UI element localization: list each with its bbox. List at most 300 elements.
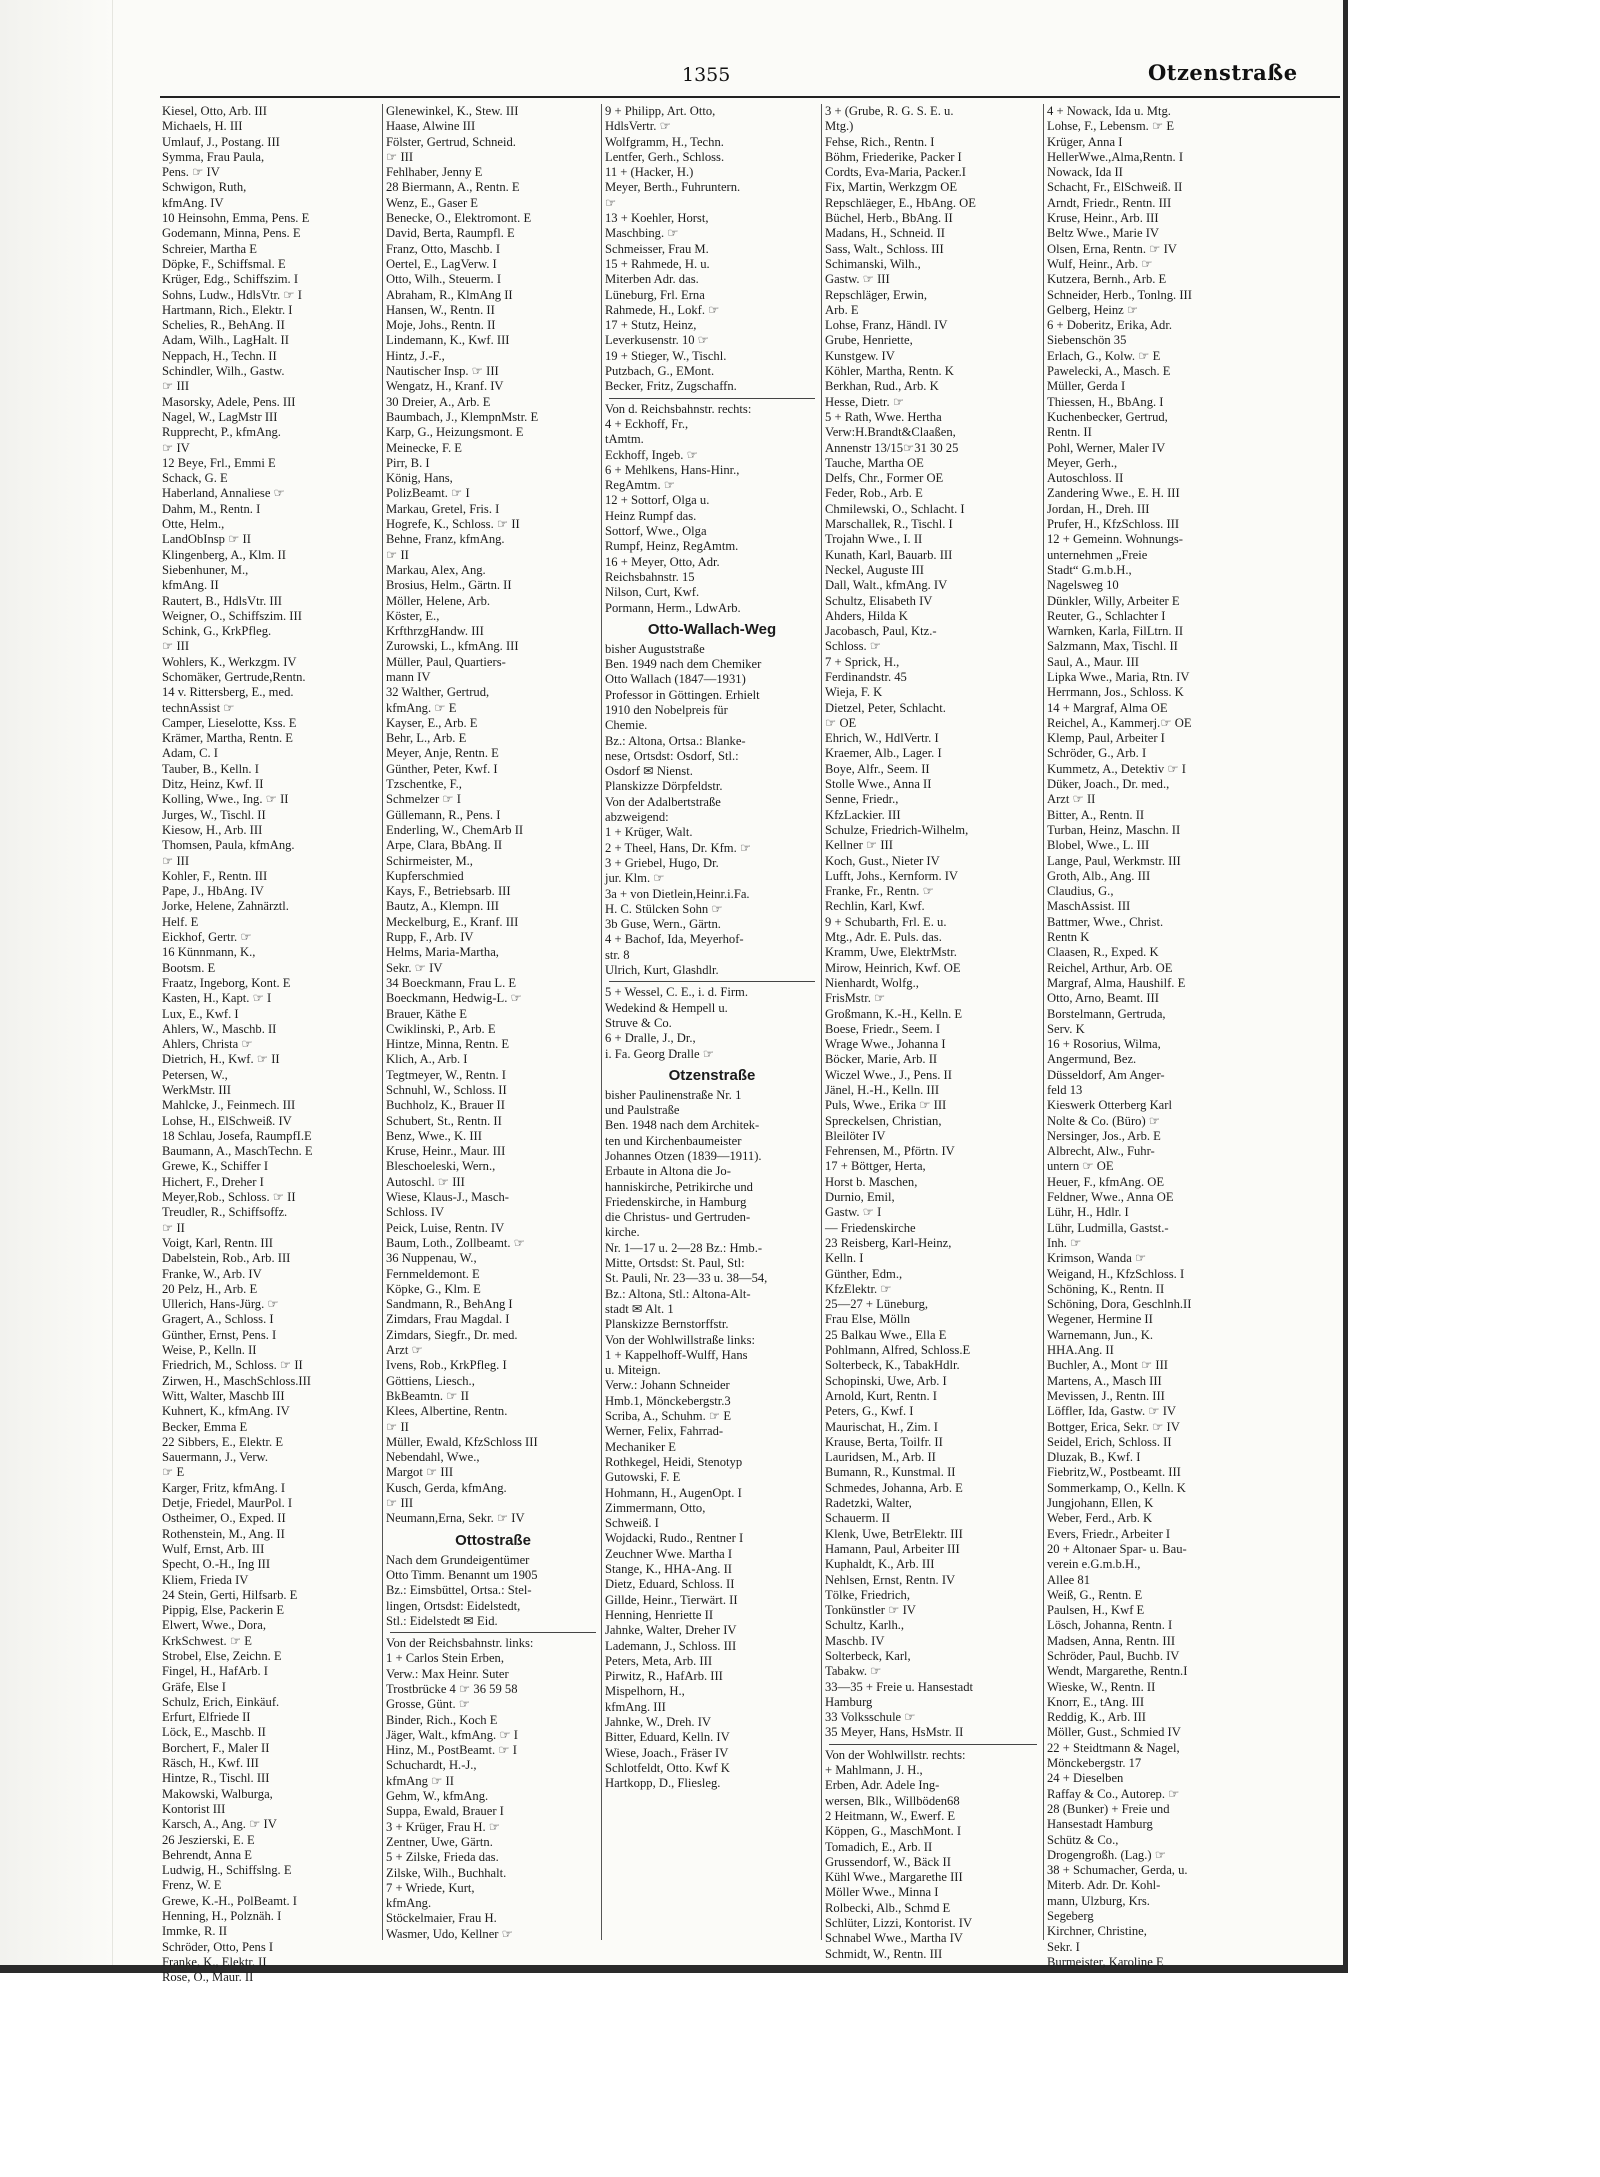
directory-entry: Enderling, W., ChemArb II bbox=[386, 822, 524, 837]
directory-entry: ten und Kirchenbaumeister bbox=[605, 1133, 742, 1148]
directory-entry: Trojahn Wwe., I. II bbox=[825, 532, 923, 547]
directory-entry: Zentner, Uwe, Gärtn. bbox=[386, 1834, 493, 1849]
directory-entry: Specht, O.-H., Ing III bbox=[162, 1557, 271, 1572]
directory-entry: Saul, A., Maur. III bbox=[1047, 654, 1139, 669]
directory-entry: Schultz, Karlh., bbox=[825, 1618, 905, 1633]
directory-entry: Pohlmann, Alfred, Schloss.E bbox=[825, 1343, 971, 1358]
directory-entry: Madans, H., Schneid. II bbox=[825, 226, 945, 241]
directory-entry: Osdorf ✉ Nienst. bbox=[605, 764, 693, 779]
directory-entry: KrkSchwest. ☞ E bbox=[162, 1633, 252, 1648]
directory-entry: ☞ OE bbox=[825, 715, 857, 730]
directory-entry: Hesse, Dietr. ☞ bbox=[825, 394, 905, 409]
directory-entry: Battmer, Wwe., Christ. bbox=[1047, 914, 1164, 929]
directory-entry: Hintz, J.-F., bbox=[386, 348, 445, 363]
directory-entry: Sandmann, R., BehAng I bbox=[386, 1297, 513, 1312]
directory-entry: Räsch, H., Kwf. III bbox=[162, 1756, 259, 1771]
directory-entry: Tölke, Friedrich, bbox=[825, 1587, 910, 1602]
directory-entry: 12 + Gemeinn. Wohnungs- bbox=[1047, 532, 1183, 547]
directory-entry: Claasen, R., Exped. K bbox=[1047, 945, 1159, 960]
directory-entry: Schmedes, Johanna, Arb. E bbox=[825, 1480, 963, 1495]
directory-entry: Thomsen, Paula, kfmAng. bbox=[162, 838, 295, 853]
directory-entry: Pirr, B. I bbox=[386, 455, 430, 470]
directory-entry: Jäger, Walt., kfmAng. ☞ I bbox=[386, 1727, 518, 1742]
directory-entry: Wrage Wwe., Johanna I bbox=[825, 1037, 946, 1052]
directory-entry: Weiß, G., Rentn. E bbox=[1047, 1587, 1143, 1602]
directory-entry: Rechlin, Karl, Kwf. bbox=[825, 899, 925, 914]
directory-entry: Lüneburg, Frl. Erna bbox=[605, 287, 705, 302]
directory-entry: Krüger, Anna I bbox=[1047, 134, 1123, 149]
directory-entry: Martens, A., Masch III bbox=[1047, 1373, 1162, 1388]
directory-entry: KfzElektr. ☞ bbox=[825, 1281, 892, 1296]
column-rule bbox=[601, 104, 602, 1940]
directory-entry: Rose, O., Maur. II bbox=[162, 1970, 254, 1985]
directory-entry: ☞ II bbox=[386, 1419, 409, 1434]
directory-entry: Petersen, W., bbox=[162, 1067, 228, 1082]
directory-entry: Otto Timm. Benannt um 1905 bbox=[386, 1567, 538, 1582]
directory-entry: Blobel, Wwe., L. III bbox=[1047, 838, 1150, 853]
directory-entry: Schulze, Friedrich-Wilhelm, bbox=[825, 822, 969, 837]
directory-entry: nese, Ortsdst: Osdorf, Stl.: bbox=[605, 748, 739, 763]
directory-entry: Lohse, F., Lebensm. ☞ E bbox=[1047, 119, 1175, 134]
directory-entry: Wohlers, K., Werkzgm. IV bbox=[162, 654, 297, 669]
directory-entry: Pens. ☞ IV bbox=[162, 165, 220, 180]
directory-entry: Nowack, Ida II bbox=[1047, 165, 1123, 180]
directory-entry: Meyer, Berth., Fuhruntern. bbox=[605, 180, 741, 195]
directory-entry: Sauermann, J., Verw. bbox=[162, 1450, 268, 1465]
directory-entry: Schack, G. E bbox=[162, 471, 228, 486]
directory-entry: Schloss. IV bbox=[386, 1205, 445, 1220]
directory-entry: Schloss. ☞ bbox=[825, 639, 882, 654]
directory-entry: + Mahlmann, J. H., bbox=[825, 1763, 923, 1778]
directory-entry: 36 Nuppenau, W., bbox=[386, 1251, 477, 1266]
directory-entry: Schauerm. II bbox=[825, 1511, 891, 1526]
directory-entry: Seidel, Erich, Schloss. II bbox=[1047, 1434, 1172, 1449]
directory-entry: Repschläger, Erwin, bbox=[825, 287, 927, 302]
directory-entry: Werner, Felix, Fahrrad- bbox=[605, 1424, 724, 1439]
directory-entry: Mispelhorn, H., bbox=[605, 1684, 685, 1699]
directory-entry: Jungjohann, Ellen, K bbox=[1047, 1496, 1154, 1511]
directory-entry: Brauer, Käthe E bbox=[386, 1006, 467, 1021]
directory-entry: ☞ III bbox=[162, 379, 190, 394]
directory-entry: Rothenstein, M., Ang. II bbox=[162, 1526, 285, 1541]
directory-entry: Hmb.1, Mönckebergstr.3 bbox=[605, 1393, 731, 1408]
directory-entry: Siebenschön 35 bbox=[1047, 333, 1127, 348]
directory-entry: Suppa, Ewald, Brauer I bbox=[386, 1804, 504, 1819]
directory-entry: Köppen, G., MaschMont. I bbox=[825, 1824, 962, 1839]
directory-entry: Arzt ☞ II bbox=[1047, 792, 1096, 807]
directory-entry: ☞ II bbox=[386, 547, 409, 562]
column-rule bbox=[821, 104, 822, 1940]
directory-entry: 23 Reisberg, Karl-Heinz, bbox=[825, 1235, 952, 1250]
section-separator bbox=[829, 1744, 1037, 1745]
directory-entry: mann IV bbox=[386, 669, 431, 684]
directory-entry: Schmelzer ☞ I bbox=[386, 792, 461, 807]
directory-entry: Witt, Walter, Maschb III bbox=[162, 1388, 285, 1403]
directory-entry: Madsen, Anna, Rentn. III bbox=[1047, 1633, 1176, 1648]
directory-entry: Hartmann, Rich., Elektr. I bbox=[162, 302, 293, 317]
directory-entry: Kruse, Heinr., Arb. III bbox=[1047, 211, 1159, 226]
directory-entry: Verw:H.Brandt&Claaßen, bbox=[825, 425, 956, 440]
directory-entry: Bz.: Eimsbüttel, Ortsa.: Stel- bbox=[386, 1583, 532, 1598]
directory-entry: Lohse, Franz, Händl. IV bbox=[825, 318, 948, 333]
directory-entry: Krämer, Martha, Rentn. E bbox=[162, 731, 293, 746]
directory-column-5 bbox=[1047, 104, 1265, 1969]
directory-entry: Kraemer, Alb., Lager. I bbox=[825, 746, 942, 761]
directory-entry: 17 + Böttger, Herta, bbox=[825, 1159, 926, 1174]
header-rule bbox=[160, 96, 1340, 98]
directory-entry: Ivens, Rob., KrkPfleg. I bbox=[386, 1358, 507, 1373]
directory-entry: Wendt, Margarethe, Rentn.I bbox=[1047, 1664, 1188, 1679]
directory-entry: Sekr. I bbox=[1047, 1939, 1080, 1954]
directory-entry: Klemp, Paul, Arbeiter I bbox=[1047, 731, 1165, 746]
directory-entry: Tauche, Martha OE bbox=[825, 455, 924, 470]
directory-entry: Jurges, W., Tischl. II bbox=[162, 807, 266, 822]
directory-entry: 20 + Altonaer Spar- u. Bau- bbox=[1047, 1541, 1187, 1556]
directory-entry: Böcker, Marie, Arb. II bbox=[825, 1052, 938, 1067]
directory-entry: Helms, Maria-Martha, bbox=[386, 945, 499, 960]
directory-entry: Kunath, Karl, Bauarb. III bbox=[825, 547, 953, 562]
directory-entry: Reddig, K., Arb. III bbox=[1047, 1710, 1146, 1725]
directory-entry: 5 + Rath, Wwe. Hertha bbox=[825, 409, 942, 424]
directory-entry: Wolfgramm, H., Techn. bbox=[605, 134, 724, 149]
directory-entry: Jordan, H., Dreh. III bbox=[1047, 501, 1150, 516]
directory-entry: Franke, W., Arb. IV bbox=[162, 1266, 262, 1281]
directory-entry: 16 + Rosorius, Wilma, bbox=[1047, 1037, 1161, 1052]
directory-entry: Kieswerk Otterberg Karl bbox=[1047, 1098, 1172, 1113]
directory-entry: Franke, Fr., Rentn. ☞ bbox=[825, 884, 934, 899]
directory-entry: Adam, Wilh., LagHalt. II bbox=[162, 333, 289, 348]
directory-entry: Zurowski, L., kfmAng. III bbox=[386, 639, 519, 654]
directory-entry: Schomäker, Gertrude,Rentn. bbox=[162, 669, 306, 684]
directory-entry: Kramm, Uwe, ElektrMstr. bbox=[825, 945, 957, 960]
directory-entry: Adam, C. I bbox=[162, 746, 218, 761]
directory-entry: Rahmede, H., Lokf. ☞ bbox=[605, 302, 720, 317]
directory-entry: Köster, E., bbox=[386, 608, 440, 623]
directory-entry: Ehrich, W., HdlVertr. I bbox=[825, 731, 939, 746]
directory-entry: Schröder, G., Arb. I bbox=[1047, 746, 1147, 761]
directory-entry: Gastw. ☞ I bbox=[825, 1205, 882, 1220]
directory-entry: Behr, L., Arb. E bbox=[386, 731, 467, 746]
column-rule bbox=[1043, 104, 1044, 1940]
directory-entry: Nebendahl, Wwe., bbox=[386, 1450, 480, 1465]
directory-entry: Solterbeck, Karl, bbox=[825, 1648, 911, 1663]
directory-entry: 2 Heitmann, W., Ewerf. E bbox=[825, 1808, 956, 1823]
directory-entry: Schnuhl, W., Schloss. II bbox=[386, 1083, 507, 1097]
directory-entry: Detje, Friedel, MaurPol. I bbox=[162, 1496, 293, 1511]
directory-entry: Wiese, Joach., Fräser IV bbox=[605, 1745, 729, 1760]
directory-entry: RegAmtm. ☞ bbox=[605, 478, 676, 493]
directory-entry: Mtg.) bbox=[825, 119, 854, 134]
directory-entry: Boye, Alfr., Seem. II bbox=[825, 761, 930, 776]
directory-entry: Nr. 1—17 u. 2—28 Bz.: Hmb.- bbox=[605, 1240, 763, 1255]
directory-entry: Köhler, Martha, Rentn. K bbox=[825, 364, 954, 379]
directory-entry: Beltz Wwe., Marie IV bbox=[1047, 226, 1160, 241]
directory-entry: Mevissen, J., Rentn. III bbox=[1047, 1388, 1165, 1403]
directory-entry: BkBeamtn. ☞ II bbox=[386, 1388, 469, 1403]
directory-entry: Pormann, Herm., LdwArb. bbox=[605, 600, 741, 615]
directory-entry: Wegener, Hermine II bbox=[1047, 1312, 1153, 1327]
directory-entry: Radetzki, Walter, bbox=[825, 1496, 912, 1511]
directory-entry: Grosse, Günt. ☞ bbox=[386, 1697, 471, 1712]
directory-entry: Nagel, W., LagMstr III bbox=[162, 409, 278, 424]
directory-entry: Fiebritz,W., Postbeamt. III bbox=[1047, 1465, 1181, 1480]
directory-entry: 17 + Stutz, Heinz, bbox=[605, 318, 697, 333]
directory-entry: Kühl Wwe., Margarethe III bbox=[825, 1870, 963, 1885]
directory-entry: Miterb. Adr. Dr. Kohl- bbox=[1047, 1878, 1161, 1893]
directory-entry: Düker, Joach., Dr. med., bbox=[1047, 777, 1170, 792]
directory-entry: Schimanski, Wilh., bbox=[825, 256, 921, 271]
directory-entry: Jacobasch, Paul, Ktz.- bbox=[825, 624, 937, 639]
directory-entry: Schreier, Martha E bbox=[162, 241, 257, 256]
directory-entry: Baumann, A., MaschTechn. E bbox=[162, 1144, 313, 1159]
directory-entry: Arzt ☞ bbox=[386, 1343, 423, 1358]
directory-entry: Boeckmann, Hedwig-L. ☞ bbox=[386, 991, 522, 1006]
directory-entry: kfmAng. III bbox=[605, 1699, 666, 1714]
directory-entry: Karger, Fritz, kfmAng. I bbox=[162, 1480, 286, 1495]
directory-entry: Nach dem Grundeigentümer bbox=[386, 1552, 530, 1567]
directory-entry: Margot ☞ III bbox=[386, 1465, 454, 1480]
directory-entry: Herrmann, Jos., Schloss. K bbox=[1047, 685, 1184, 700]
directory-entry: Behne, Franz, kfmAng. bbox=[386, 532, 505, 547]
directory-entry: Peters, Meta, Arb. III bbox=[605, 1653, 713, 1668]
directory-entry: HdlsVertr. ☞ bbox=[605, 119, 671, 134]
directory-entry: Bautz, A., Klempn. III bbox=[386, 899, 499, 914]
directory-entry: Peick, Luise, Rentn. IV bbox=[386, 1220, 505, 1235]
directory-entry: ☞ III bbox=[386, 1496, 414, 1511]
directory-entry: Sohns, Ludw., HdlsVtr. ☞ I bbox=[162, 287, 302, 302]
directory-entry: Buchler, A., Mont ☞ III bbox=[1047, 1358, 1168, 1373]
directory-entry: Hohmann, H., AugenOpt. I bbox=[605, 1485, 742, 1500]
directory-entry: Autoschl. ☞ III bbox=[386, 1174, 465, 1189]
directory-entry: Klenk, Uwe, BetrElektr. III bbox=[825, 1526, 963, 1541]
directory-entry: Neckel, Auguste III bbox=[825, 562, 924, 577]
directory-entry: Bootsm. E bbox=[162, 960, 216, 975]
directory-entry: Feldner, Wwe., Anna OE bbox=[1047, 1190, 1174, 1205]
directory-entry: feld 13 bbox=[1047, 1083, 1083, 1097]
directory-column-3 bbox=[605, 104, 819, 1942]
directory-entry: Meckelburg, E., Kranf. III bbox=[386, 914, 519, 929]
directory-entry: 30 Dreier, A., Arb. E bbox=[386, 394, 491, 409]
directory-entry: Michaels, H. III bbox=[162, 119, 243, 134]
directory-entry: Bz.: Altona, Ortsa.: Blanke- bbox=[605, 733, 746, 748]
directory-entry: Hinz, M., PostBeamt. ☞ I bbox=[386, 1743, 517, 1758]
directory-entry: Inh. ☞ bbox=[1047, 1235, 1082, 1250]
directory-entry: Stl.: Eidelstedt ✉ Eid. bbox=[386, 1613, 498, 1628]
directory-entry: Voigt, Karl, Rentn. III bbox=[162, 1235, 273, 1250]
directory-entry: Verw.: Johann Schneider bbox=[605, 1378, 730, 1393]
directory-entry: Friedrich, M., Schloss. ☞ II bbox=[162, 1358, 303, 1373]
directory-entry: Wiczel Wwe., J., Pens. II bbox=[825, 1067, 952, 1082]
directory-entry: Klich, A., Arb. I bbox=[386, 1052, 468, 1067]
directory-entry: Lohse, H., ElSchweiß. IV bbox=[162, 1113, 292, 1128]
directory-entry: Schuchardt, H.-J., bbox=[386, 1758, 477, 1773]
directory-entry: Markau, Gretel, Fris. I bbox=[386, 501, 500, 516]
directory-entry: Eckhoff, Ingeb. ☞ bbox=[605, 447, 698, 462]
directory-entry: Göttiens, Liesch., bbox=[386, 1373, 475, 1388]
directory-entry: ☞ E bbox=[162, 1465, 185, 1480]
previous-page-edge bbox=[0, 0, 113, 1970]
directory-entry: Hogrefe, K., Schloss. ☞ II bbox=[386, 517, 520, 532]
directory-entry: Schneider, Herb., Tonlng. III bbox=[1047, 287, 1192, 302]
directory-entry: Baum, Loth., Zollbeamt. ☞ bbox=[386, 1235, 525, 1250]
directory-entry: 20 Pelz, H., Arb. E bbox=[162, 1281, 258, 1296]
directory-entry: Schweiß. I bbox=[605, 1516, 659, 1531]
directory-entry: Von d. Reichsbahnstr. rechts: bbox=[605, 401, 752, 416]
directory-entry: Horst b. Maschen, bbox=[825, 1174, 918, 1189]
directory-entry: kfmAng ☞ II bbox=[386, 1773, 454, 1788]
directory-entry: kfmAng. bbox=[386, 1896, 432, 1911]
directory-entry: Meyer,Rob., Schloss. ☞ II bbox=[162, 1190, 296, 1205]
directory-entry: Schmidt, W., Rentn. III bbox=[825, 1946, 943, 1961]
directory-entry: Kayser, E., Arb. E bbox=[386, 715, 478, 730]
directory-entry: Dietzel, Peter, Schlacht. bbox=[825, 700, 946, 715]
directory-entry: Arb. E bbox=[825, 302, 859, 317]
directory-entry: Lösch, Johanna, Rentn. I bbox=[1047, 1618, 1173, 1633]
directory-entry: 3a + von Dietlein,Heinr.i.Fa. bbox=[605, 886, 750, 901]
directory-entry: Buchholz, K., Brauer II bbox=[386, 1098, 505, 1113]
directory-entry: Tauber, B., Kelln. I bbox=[162, 761, 259, 776]
directory-entry: Tegtmeyer, W., Rentn. I bbox=[386, 1067, 506, 1082]
directory-entry: Benecke, O., Elektromont. E bbox=[386, 211, 532, 226]
directory-entry: Karp, G., Heizungsmont. E bbox=[386, 425, 524, 440]
directory-entry: Paulsen, H., Kwf E bbox=[1047, 1603, 1145, 1618]
directory-entry: St. Pauli, Nr. 23—33 u. 38—54, bbox=[605, 1271, 768, 1286]
directory-entry: Kays, F., Betriebsarb. III bbox=[386, 884, 511, 899]
directory-entry: Dall, Walt., kfmAng. IV bbox=[825, 578, 948, 593]
directory-entry: 12 Beye, Frl., Emmi E bbox=[162, 455, 276, 470]
directory-entry: Drogengroßh. (Lag.) ☞ bbox=[1047, 1847, 1167, 1862]
directory-entry: Klingenberg, A., Klm. II bbox=[162, 547, 286, 562]
directory-entry: Möller Wwe., Minna I bbox=[825, 1885, 939, 1900]
directory-entry: Boese, Friedr., Seem. I bbox=[825, 1021, 941, 1036]
directory-entry: Dietz, Eduard, Schloss. II bbox=[605, 1577, 735, 1592]
directory-entry: Jahnke, Walter, Dreher IV bbox=[605, 1623, 737, 1638]
directory-entry: Serv. K bbox=[1047, 1021, 1085, 1036]
directory-entry: Planskizze Bernstorffstr. bbox=[605, 1317, 729, 1332]
directory-entry: Struve & Co. bbox=[605, 1015, 672, 1030]
directory-entry: Marschallek, R., Tischl. I bbox=[825, 517, 953, 532]
directory-entry: Warnken, Karla, FilLtrn. II bbox=[1047, 624, 1184, 639]
directory-entry: Dietrich, H., Kwf. ☞ II bbox=[162, 1052, 280, 1067]
directory-entry: Schütz & Co., bbox=[1047, 1832, 1119, 1847]
directory-entry: Ahders, Hilda K bbox=[825, 608, 908, 623]
directory-entry: Meyer, Gerh., bbox=[1047, 455, 1118, 470]
directory-entry: Reichel, A., Kammerj.☞ OE bbox=[1047, 715, 1192, 730]
directory-entry: bisher Auguststraße bbox=[605, 641, 705, 656]
directory-entry: kirche. bbox=[605, 1225, 640, 1240]
directory-entry: Krüger, Edg., Schiffszim. I bbox=[162, 272, 299, 287]
directory-entry: Evers, Friedr., Arbeiter I bbox=[1047, 1526, 1171, 1541]
directory-entry: Solterbeck, K., TabakHdlr. bbox=[825, 1358, 960, 1373]
directory-entry: Knorr, E., tAng. III bbox=[1047, 1694, 1145, 1709]
directory-entry: Gillde, Heinr., Tierwärt. II bbox=[605, 1592, 738, 1607]
directory-entry: 1910 den Nobelpreis für bbox=[605, 702, 728, 717]
directory-entry: Weigand, H., KfzSchloss. I bbox=[1047, 1266, 1185, 1281]
directory-entry: Pirwitz, R., HafArb. III bbox=[605, 1669, 723, 1684]
directory-entry: David, Berta, Raumpfl. E bbox=[386, 226, 515, 241]
directory-entry: Annenstr 13/15☞31 30 25 bbox=[825, 440, 959, 455]
directory-entry: 14 + Margraf, Alma OE bbox=[1047, 700, 1168, 715]
directory-entry: Fölster, Gertrud, Schneid. bbox=[386, 134, 516, 149]
directory-entry: Zirwen, H., MaschSchloss.III bbox=[162, 1373, 311, 1388]
directory-entry: ☞ II bbox=[162, 1220, 185, 1235]
directory-entry: Maschbing. ☞ bbox=[605, 226, 679, 241]
directory-entry: Karsch, A., Ang. ☞ IV bbox=[162, 1817, 277, 1832]
directory-entry: Ben. 1949 nach dem Chemiker bbox=[605, 657, 762, 672]
directory-entry: bisher Paulinenstraße Nr. 1 bbox=[605, 1087, 742, 1102]
directory-entry: Tabakw. ☞ bbox=[825, 1664, 882, 1679]
directory-entry: Putzbach, G., EMont. bbox=[605, 364, 715, 379]
directory-entry: Schröder, Paul, Buchb. IV bbox=[1047, 1648, 1180, 1663]
directory-entry: Bleilöter IV bbox=[825, 1128, 886, 1143]
directory-entry: MaschAssist. III bbox=[1047, 899, 1131, 914]
section-separator bbox=[390, 1632, 596, 1633]
directory-entry: Wiese, Klaus-J., Masch- bbox=[386, 1190, 509, 1205]
directory-entry: Schmeisser, Frau M. bbox=[605, 241, 709, 256]
directory-entry: Kuhnert, K., kfmAng. IV bbox=[162, 1404, 290, 1419]
directory-entry: Nehlsen, Ernst, Rentn. IV bbox=[825, 1572, 956, 1587]
directory-entry: mann, Ulzburg, Krs. bbox=[1047, 1893, 1150, 1908]
directory-entry: KfzLackier. III bbox=[825, 807, 901, 822]
directory-entry: HHA.Ang. II bbox=[1047, 1343, 1114, 1358]
directory-entry: Kruse, Heinr., Maur. III bbox=[386, 1144, 506, 1159]
directory-entry: Müller, Paul, Quartiers- bbox=[386, 654, 506, 669]
directory-entry: Kolling, Wwe., Ing. ☞ II bbox=[162, 792, 289, 807]
directory-entry: Tonkünstler ☞ IV bbox=[825, 1603, 916, 1618]
directory-entry: Mönckebergstr. 17 bbox=[1047, 1756, 1142, 1771]
directory-entry: Gastw. ☞ III bbox=[825, 272, 890, 287]
directory-entry: 16 Künnmann, K., bbox=[162, 945, 256, 960]
directory-entry: Feder, Rob., Arb. E bbox=[825, 486, 923, 501]
directory-entry: Siebenhuner, M., bbox=[162, 562, 249, 577]
directory-entry: Repschläeger, E., HbAng. OE bbox=[825, 195, 976, 210]
directory-entry: Sottorf, Wwe., Olga bbox=[605, 524, 707, 539]
directory-entry: 28 Biermann, A., Rentn. E bbox=[386, 180, 520, 195]
directory-entry: Wulf, Heinr., Arb. ☞ bbox=[1047, 256, 1153, 271]
directory-entry: die Christus- und Gertruden- bbox=[605, 1210, 751, 1225]
directory-entry: Elwert, Wwe., Dora, bbox=[162, 1618, 266, 1633]
directory-entry: Schröder, Otto, Pens I bbox=[162, 1939, 274, 1954]
directory-entry: Dahm, M., Rentn. I bbox=[162, 501, 261, 516]
directory-entry: Nautischer Insp. ☞ III bbox=[386, 364, 499, 379]
column-rule bbox=[382, 104, 383, 1940]
directory-entry: Böhm, Friederike, Packer I bbox=[825, 149, 962, 164]
directory-entry: Warnemann, Jun., K. bbox=[1047, 1327, 1154, 1342]
directory-entry: Wasmer, Udo, Kellner ☞ bbox=[386, 1926, 513, 1941]
directory-entry: Professor in Göttingen. Erhielt bbox=[605, 687, 760, 702]
directory-entry: Ullerich, Hans-Jürg. ☞ bbox=[162, 1297, 279, 1312]
directory-entry: Moje, Johs., Rentn. II bbox=[386, 318, 496, 333]
directory-entry: Glenewinkel, K., Stew. III bbox=[386, 104, 519, 118]
scan-border-right bbox=[1343, 0, 1348, 1970]
directory-entry: Abraham, R., KlmAng II bbox=[386, 287, 513, 302]
directory-entry: 3 + Griebel, Hugo, Dr. bbox=[605, 855, 719, 870]
directory-entry: Berkhan, Rud., Arb. K bbox=[825, 379, 939, 394]
directory-entry: Mirow, Heinrich, Kwf. OE bbox=[825, 960, 961, 975]
directory-entry: 28 (Bunker) + Freie und bbox=[1047, 1801, 1170, 1816]
directory-entry: Tomadich, E., Arb. II bbox=[825, 1839, 933, 1854]
directory-entry: Albrecht, Alw., Fuhr- bbox=[1047, 1144, 1155, 1159]
directory-entry: 26 Jeszierski, E. E bbox=[162, 1832, 255, 1847]
directory-entry: 33 Volksschule ☞ bbox=[825, 1710, 916, 1725]
directory-entry: Pape, J., HbAng. IV bbox=[162, 884, 264, 899]
directory-entry: hanniskirche, Petrikirche und bbox=[605, 1179, 753, 1194]
directory-entry: Eickhof, Gertr. ☞ bbox=[162, 930, 252, 945]
section-separator bbox=[609, 981, 815, 982]
directory-entry: Lademann, J., Schloss. III bbox=[605, 1638, 737, 1653]
directory-entry: Meinecke, F. E bbox=[386, 440, 462, 455]
directory-entry: Rothkegel, Heidi, Stenotyp bbox=[605, 1454, 743, 1469]
